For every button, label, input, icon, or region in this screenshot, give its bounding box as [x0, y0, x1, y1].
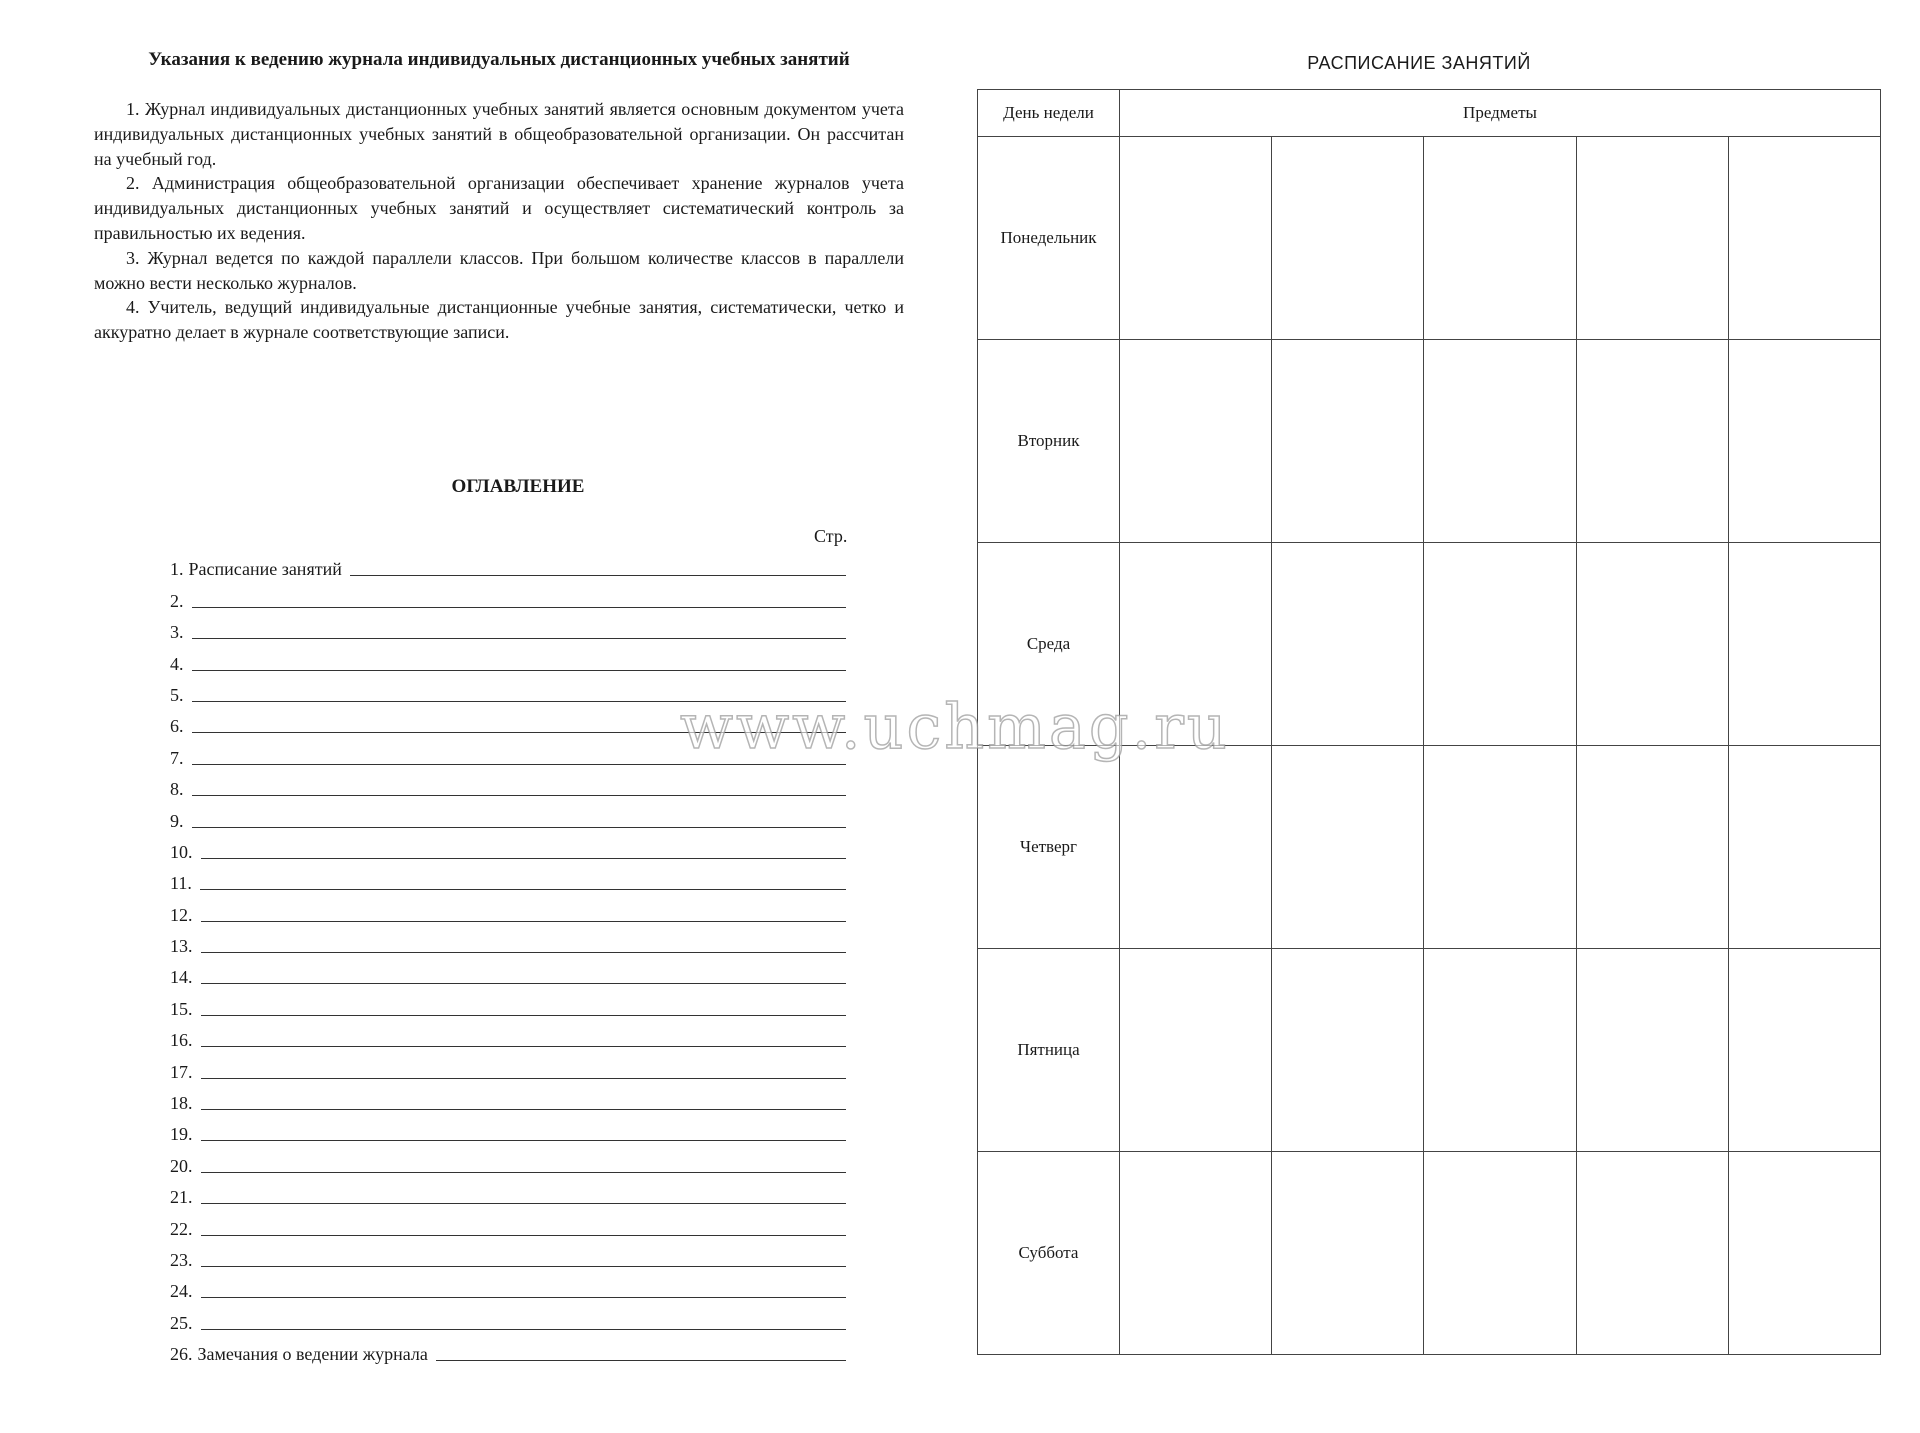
toc-item — [170, 1146, 846, 1177]
subject-cell — [1424, 1152, 1576, 1355]
toc-item-fill-line — [192, 607, 847, 608]
toc-item — [170, 989, 846, 1020]
toc-item — [170, 1303, 846, 1334]
toc-item — [170, 1335, 846, 1366]
instruction-paragraph: 3. Журнал ведется по каждой параллели классов. При большом количестве классов в параллели можно вести несколько журналов. — [94, 247, 904, 293]
toc-item-fill-line — [201, 1329, 847, 1330]
toc-item-fill-line — [192, 764, 847, 765]
instruction-paragraph: 4. Учитель, ведущий индивидуальные дистанционные учебные занятия, систематически, четко и аккуратно делает в журнале соответствующие записи. — [94, 297, 904, 343]
instruction-paragraph: 1. Журнал индивидуальных дистанционных учебных занятий является основным документом учета индивидуальных дистанционных учебных занятий в общеобразовательной организации. Он рассчитан на учебный год. — [94, 99, 904, 169]
toc-item — [170, 581, 846, 612]
toc-item — [170, 1209, 846, 1240]
subject-cell — [1424, 746, 1576, 949]
toc-item-text: Расписание занятий — [188, 559, 342, 580]
toc-item-fill-line — [192, 795, 847, 796]
toc-title: ОГЛАВЛЕНИЕ — [451, 476, 585, 497]
subject-cell — [1120, 949, 1272, 1152]
subject-cell — [1728, 137, 1880, 340]
day-of-week-cell: Понедельник — [978, 137, 1120, 340]
toc-item-fill-line — [192, 732, 847, 733]
subject-cell — [1120, 543, 1272, 746]
toc-item-fill-line — [201, 1297, 847, 1298]
toc-item-number: 15. — [170, 998, 193, 1019]
toc-item-fill-line — [201, 1015, 847, 1016]
toc-item-fill-line — [201, 952, 847, 953]
toc-item-number: 22. — [170, 1218, 193, 1239]
day-of-week-cell: Среда — [978, 543, 1120, 746]
toc-item-number: 23. — [170, 1249, 193, 1270]
toc-item — [170, 927, 846, 958]
toc-item-number: 4. — [170, 653, 184, 674]
toc-item-fill-line — [201, 1140, 847, 1141]
day-of-week-cell: Суббота — [978, 1152, 1120, 1355]
toc-item-number: 10. — [170, 841, 193, 862]
subject-cell — [1728, 949, 1880, 1152]
watermark: www.uchmag.ru — [680, 690, 1230, 763]
schedule-body — [978, 137, 1881, 1355]
toc-item-number: 11. — [170, 873, 192, 894]
toc-item-number: 21. — [170, 1187, 193, 1208]
toc-item-fill-line — [201, 921, 847, 922]
toc-item — [170, 1115, 846, 1146]
toc-item — [170, 1021, 846, 1052]
schedule-row — [978, 746, 1881, 949]
subject-cell — [1120, 137, 1272, 340]
toc-item — [170, 1084, 846, 1115]
toc-item-fill-line — [350, 575, 846, 576]
subject-cell — [1272, 137, 1424, 340]
header-day-of-week: День недели — [978, 90, 1120, 137]
toc-item — [170, 770, 846, 801]
toc-item-fill-line — [201, 858, 847, 859]
schedule-row — [978, 137, 1881, 340]
toc-item-fill-line — [201, 1172, 847, 1173]
subject-cell — [1424, 340, 1576, 543]
toc-page-label: Стр. — [814, 526, 848, 546]
toc-item — [170, 1241, 846, 1272]
subject-cell — [1120, 1152, 1272, 1355]
toc-item-number: 20. — [170, 1155, 193, 1176]
toc-item — [170, 613, 846, 644]
subject-cell — [1272, 1152, 1424, 1355]
toc-item-number: 2. — [170, 590, 184, 611]
header-subjects: Предметы — [1120, 90, 1881, 137]
toc-item — [170, 1178, 846, 1209]
toc-item-fill-line — [436, 1360, 846, 1361]
schedule-title: РАСПИСАНИЕ ЗАНЯТИЙ — [1307, 53, 1531, 73]
subject-cell — [1728, 543, 1880, 746]
day-of-week-cell: Пятница — [978, 949, 1120, 1152]
toc-item-fill-line — [192, 670, 847, 671]
toc-item-number: 19. — [170, 1124, 193, 1145]
toc-item-number: 18. — [170, 1093, 193, 1114]
subject-cell — [1728, 746, 1880, 949]
toc-item-number: 9. — [170, 810, 184, 831]
toc-item-fill-line — [201, 1203, 847, 1204]
subject-cell — [1272, 949, 1424, 1152]
schedule-row — [978, 1152, 1881, 1355]
toc-item-number: 1. — [170, 559, 184, 580]
toc-item-number: 25. — [170, 1312, 193, 1333]
toc-item-number: 26. — [170, 1344, 193, 1365]
toc-item-fill-line — [201, 1266, 847, 1267]
toc-item-number: 14. — [170, 967, 193, 988]
subject-cell — [1120, 340, 1272, 543]
toc-item-fill-line — [201, 1109, 847, 1110]
subject-cell — [1120, 746, 1272, 949]
subject-cell — [1272, 543, 1424, 746]
toc-item — [170, 1052, 846, 1083]
toc-item-fill-line — [201, 983, 847, 984]
toc-item-number: 16. — [170, 1030, 193, 1051]
subject-cell — [1272, 746, 1424, 949]
subject-cell — [1576, 949, 1728, 1152]
subject-cell — [1576, 1152, 1728, 1355]
toc-item-fill-line — [192, 701, 847, 702]
subject-cell — [1272, 340, 1424, 543]
subject-cell — [1576, 340, 1728, 543]
subject-cell — [1424, 137, 1576, 340]
subject-cell — [1728, 340, 1880, 543]
toc-item-fill-line — [192, 638, 847, 639]
day-of-week-cell: Вторник — [978, 340, 1120, 543]
toc-item-number: 7. — [170, 747, 184, 768]
toc-item-number: 6. — [170, 716, 184, 737]
subject-cell — [1576, 137, 1728, 340]
toc-item-number: 8. — [170, 779, 184, 800]
toc-item — [170, 833, 846, 864]
toc-item-number: 17. — [170, 1061, 193, 1082]
toc-item-fill-line — [201, 1078, 847, 1079]
toc-item — [170, 1272, 846, 1303]
toc-item — [170, 644, 846, 675]
toc-item — [170, 801, 846, 832]
toc-item-fill-line — [201, 1046, 847, 1047]
schedule-row — [978, 543, 1881, 746]
toc-item-fill-line — [192, 827, 847, 828]
toc-item-text: Замечания о ведении журнала — [197, 1344, 428, 1365]
day-of-week-cell: Четверг — [978, 746, 1120, 949]
instruction-paragraph: 2. Администрация общеобразовательной организации обеспечивает хранение журналов учета индивидуальных дистанционных учебных занятий и осуществляет систематический контроль за правильностью их ведения. — [94, 173, 904, 243]
schedule-table — [977, 89, 1881, 1355]
schedule-row — [978, 340, 1881, 543]
toc-item — [170, 707, 846, 738]
schedule-row — [978, 949, 1881, 1152]
schedule-header-row — [978, 90, 1881, 137]
toc-item — [170, 550, 846, 581]
subject-cell — [1728, 1152, 1880, 1355]
subject-cell — [1576, 543, 1728, 746]
subject-cell — [1576, 746, 1728, 949]
toc-item-number: 12. — [170, 904, 193, 925]
toc-item-fill-line — [200, 889, 846, 890]
toc-item-number: 24. — [170, 1281, 193, 1302]
toc-item — [170, 738, 846, 769]
instructions-body — [94, 97, 904, 345]
toc-item-number: 13. — [170, 936, 193, 957]
toc-item — [170, 895, 846, 926]
subject-cell — [1424, 949, 1576, 1152]
subject-cell — [1424, 543, 1576, 746]
toc-item-fill-line — [201, 1235, 847, 1236]
toc-item-number: 3. — [170, 622, 184, 643]
toc-item — [170, 864, 846, 895]
toc-list — [170, 550, 846, 1366]
toc-item-number: 5. — [170, 684, 184, 705]
toc-item — [170, 676, 846, 707]
instructions-title: Указания к ведению журнала индивидуальных дистанционных учебных занятий — [148, 49, 850, 70]
toc-item — [170, 958, 846, 989]
